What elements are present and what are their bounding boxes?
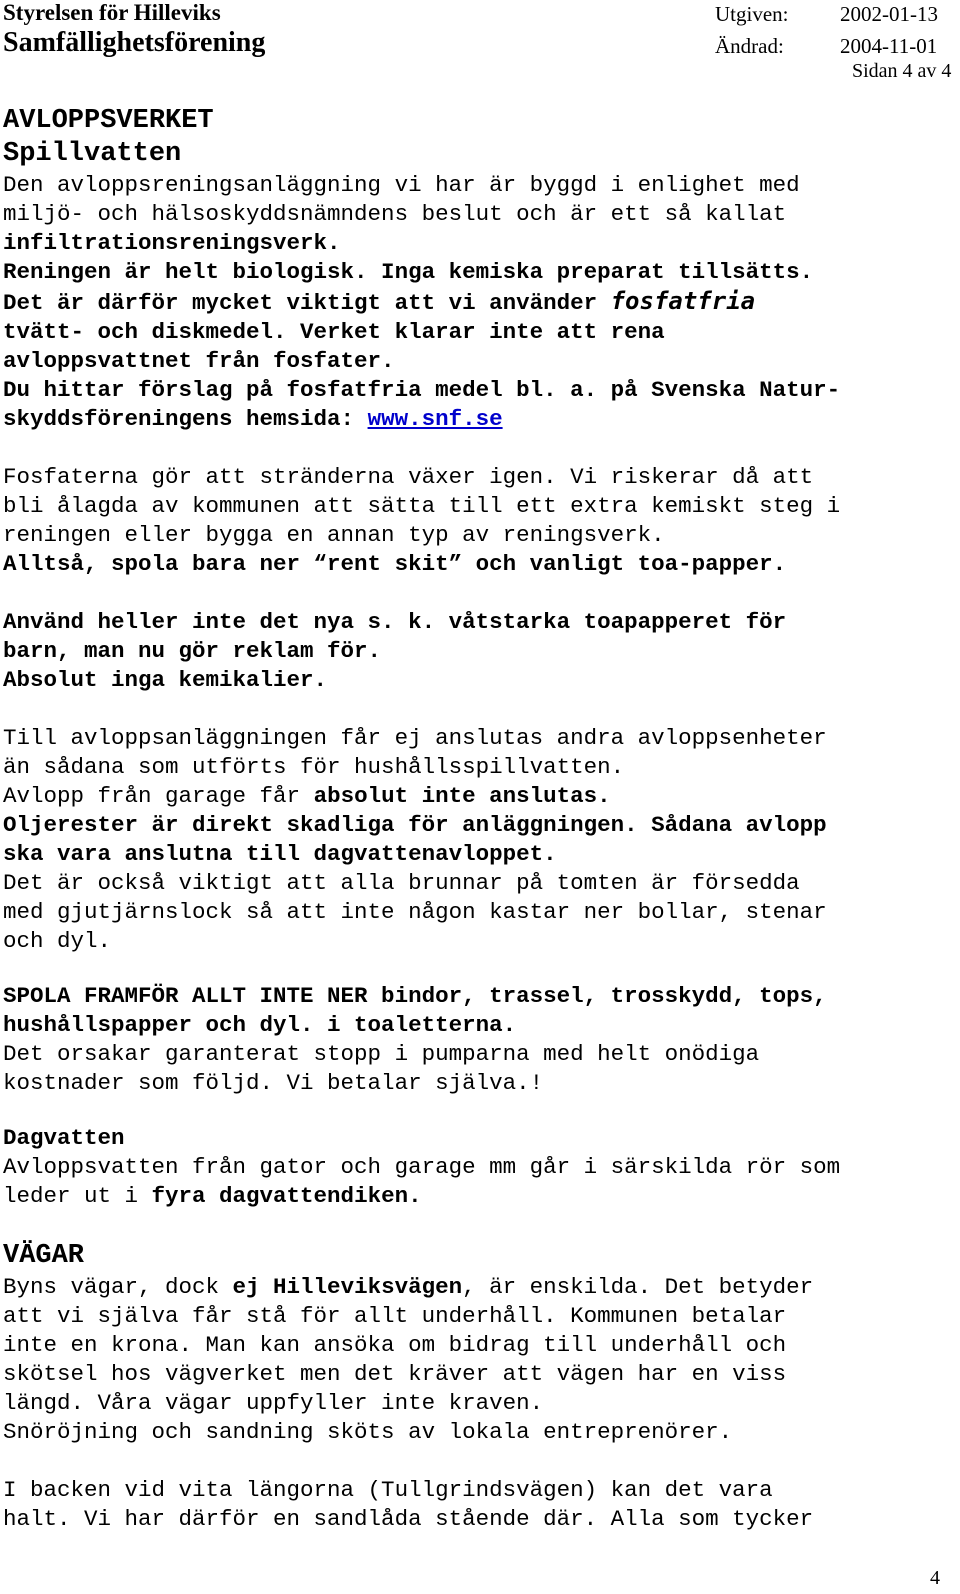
snf-website-link[interactable]: www.snf.se: [367, 406, 503, 432]
spacer: [3, 1447, 958, 1476]
text-line: Det är också viktigt att alla brunnar på tomten är försedda: [3, 870, 800, 896]
text-line: hushållspapper och dyl. i toaletterna.: [3, 1012, 517, 1038]
text-line: Den avloppsreningsanläggning vi har är byggd i enlighet med: [3, 172, 800, 198]
text-line: tvätt- och diskmedel. Verket klarar inte att rena: [3, 319, 665, 345]
text-line: [3, 1273, 958, 1302]
text-line: reningen eller bygga en annan typ av reningsverk.: [3, 522, 665, 548]
text-span: Fosfaterna gör att stränderna växer igen.: [3, 464, 557, 490]
section-subtitle-spillvatten: Spillvatten: [3, 139, 182, 169]
text-line: I backen vid vita längorna (Tullgrindsvägen) kan det vara: [3, 1477, 773, 1503]
section-title-vagar: VÄGAR: [3, 1241, 85, 1271]
text-span: leder ut i: [3, 1183, 152, 1209]
text-span: Vi riskerar då att: [556, 464, 814, 490]
text-line: att vi själva får stå för allt underhåll. Kommunen betalar: [3, 1303, 787, 1329]
issued-label: Utgiven:: [715, 2, 789, 26]
text-line: avloppsvattnet från fosfater.: [3, 348, 395, 374]
page-indicator: Sidan 4 av 4: [852, 60, 952, 82]
document-body: [3, 105, 958, 1534]
text-line: Använd heller inte det nya s. k. våtstarka toapapperet för: [3, 609, 787, 635]
spacer: [3, 434, 958, 463]
text-line: Oljerester är direkt skadliga för anläggningen. Sådana avlopp: [3, 812, 827, 838]
text-line: Avloppsvatten från gator och garage mm går i särskilda rör som: [3, 1154, 841, 1180]
text-line: inte en krona. Man kan ansöka om bidrag till underhåll och: [3, 1332, 787, 1358]
text-line: [3, 463, 958, 492]
text-line: Det orsakar garanterat stopp i pumparna med helt onödiga: [3, 1041, 760, 1067]
text-span: absolut inte anslutas.: [313, 783, 611, 809]
spacer: [3, 695, 958, 724]
text-line: Alltså, spola bara ner “rent skit” och vanligt toa-papper.: [3, 551, 787, 577]
organization-name-line2: Samfällighetsförening: [3, 27, 266, 58]
text-line: kostnader som följd. Vi betalar själva.!: [3, 1070, 544, 1096]
text-line: [3, 287, 958, 318]
text-line: halt. Vi har därför en sandlåda stående där. Alla som tycker: [3, 1506, 814, 1532]
text-line: barn, man nu gör reklam för.: [3, 638, 382, 664]
text-line: Reningen är helt biologisk. Inga kemiska preparat tillsätts.: [3, 259, 814, 285]
text-span: ej Hilleviksvägen: [232, 1274, 463, 1300]
text-line: infiltrationsreningsverk.: [3, 230, 341, 256]
organization-name-line1: Styrelsen för Hilleviks: [3, 0, 221, 25]
section-title-avloppsverket: AVLOPPSVERKET: [3, 106, 214, 136]
changed-label: Ändrad:: [715, 34, 784, 58]
section-title-dagvatten: Dagvatten: [3, 1125, 125, 1151]
text-span: Avlopp från garage får: [3, 783, 314, 809]
spacer: [3, 579, 958, 608]
text-span: Byns vägar, dock: [3, 1274, 233, 1300]
text-line: SPOLA FRAMFÖR ALLT INTE NER bindor, trassel, trosskydd, tops,: [3, 983, 827, 1009]
text-line: Snöröjning och sandning sköts av lokala entreprenörer.: [3, 1419, 733, 1445]
text-line: Till avloppsanläggningen får ej anslutas andra avloppsenheter: [3, 725, 827, 751]
text-line: [3, 1182, 958, 1211]
footer-page-number: 4: [930, 1567, 940, 1589]
text-line: ska vara anslutna till dagvattenavloppet.: [3, 841, 557, 867]
text-line: [3, 782, 958, 811]
issued-date: 2002-01-13: [840, 2, 938, 26]
text-line: med gjutjärnslock så att inte någon kastar ner bollar, stenar: [3, 899, 827, 925]
text-span: fyra dagvattendiken.: [151, 1183, 422, 1209]
text-span: skyddsföreningens hemsida:: [3, 406, 368, 432]
spacer: [3, 1098, 958, 1124]
text-line: Du hittar förslag på fosfatfria medel bl. a. på Svenska Natur-: [3, 377, 841, 403]
text-line: [3, 405, 958, 434]
text-line: än sådana som utförts för hushållsspillvatten.: [3, 754, 625, 780]
text-line: och dyl.: [3, 928, 112, 954]
text-line: bli ålagda av kommunen att sätta till ett extra kemiskt steg i: [3, 493, 841, 519]
text-line: skötsel hos vägverket men det kräver att vägen har en viss: [3, 1361, 787, 1387]
text-span: Det är därför mycket viktigt att vi använder: [3, 290, 611, 316]
spacer: [3, 1211, 958, 1240]
spacer: [3, 956, 958, 982]
changed-date: 2004-11-01: [840, 34, 938, 58]
text-line: Absolut inga kemikalier.: [3, 667, 328, 693]
emphasis-fosfatfria: fosfatfria: [610, 287, 756, 315]
text-line: längd. Våra vägar uppfyller inte kraven.: [3, 1390, 544, 1416]
text-span: , är enskilda. Det betyder: [462, 1274, 814, 1300]
text-line: miljö- och hälsoskyddsnämndens beslut och är ett så kallat: [3, 201, 787, 227]
